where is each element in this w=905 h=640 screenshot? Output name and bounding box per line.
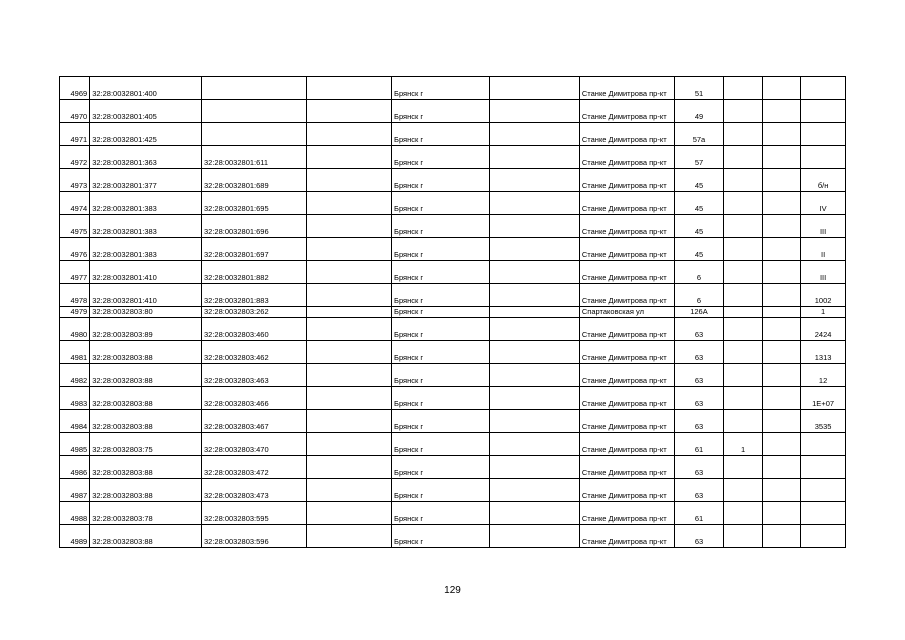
cell-street: Станке Димитрова пр-кт xyxy=(579,146,674,169)
cell-empty xyxy=(763,456,801,479)
cell-apartment xyxy=(801,525,846,548)
cell-house: 45 xyxy=(674,169,723,192)
table-body xyxy=(60,77,846,548)
cell-empty xyxy=(763,433,801,456)
cell-cadastral-number: 32:28:0032801:410 xyxy=(90,284,202,307)
table-row xyxy=(60,261,846,284)
cell-city: Брянск г xyxy=(392,307,490,318)
cell-empty xyxy=(307,479,392,502)
cell-row-number: 4974 xyxy=(60,192,90,215)
cell-street: Станке Димитрова пр-кт xyxy=(579,502,674,525)
cell-house: 45 xyxy=(674,238,723,261)
table-row xyxy=(60,410,846,433)
cell-cadastral-number-2: 32:28:0032803:473 xyxy=(201,479,306,502)
cell-city: Брянск г xyxy=(392,146,490,169)
cell-apartment xyxy=(801,456,846,479)
cell-house: 45 xyxy=(674,215,723,238)
cell-street: Станке Димитрова пр-кт xyxy=(579,456,674,479)
cell-building xyxy=(724,341,763,364)
cell-house: 57 xyxy=(674,146,723,169)
cell-cadastral-number-2: 32:28:0032803:463 xyxy=(201,364,306,387)
cell-building xyxy=(724,456,763,479)
cell-empty xyxy=(763,77,801,100)
cell-building xyxy=(724,169,763,192)
cell-empty xyxy=(490,192,579,215)
cell-empty xyxy=(763,364,801,387)
cell-apartment: 2424 xyxy=(801,318,846,341)
cell-empty xyxy=(763,215,801,238)
cell-apartment: 3535 xyxy=(801,410,846,433)
cell-empty xyxy=(490,77,579,100)
cell-row-number: 4973 xyxy=(60,169,90,192)
cell-empty xyxy=(307,100,392,123)
cell-cadastral-number-2: 32:28:0032801:697 xyxy=(201,238,306,261)
cell-cadastral-number-2 xyxy=(201,100,306,123)
cell-apartment xyxy=(801,502,846,525)
cell-empty xyxy=(490,341,579,364)
cell-street: Станке Димитрова пр-кт xyxy=(579,215,674,238)
cell-empty xyxy=(307,502,392,525)
cell-empty xyxy=(490,215,579,238)
cell-cadastral-number: 32:28:0032803:88 xyxy=(90,479,202,502)
cell-apartment: 1E+07 xyxy=(801,387,846,410)
cell-apartment: 1 xyxy=(801,307,846,318)
cell-empty xyxy=(763,123,801,146)
cell-city: Брянск г xyxy=(392,410,490,433)
cell-street: Станке Димитрова пр-кт xyxy=(579,433,674,456)
cell-street: Станке Димитрова пр-кт xyxy=(579,123,674,146)
cell-cadastral-number-2: 32:28:0032803:472 xyxy=(201,456,306,479)
cell-row-number: 4977 xyxy=(60,261,90,284)
cell-street: Станке Димитрова пр-кт xyxy=(579,318,674,341)
cell-empty xyxy=(763,238,801,261)
cell-city: Брянск г xyxy=(392,318,490,341)
cell-cadastral-number-2: 32:28:0032803:462 xyxy=(201,341,306,364)
cell-house: 63 xyxy=(674,387,723,410)
cell-house: 63 xyxy=(674,410,723,433)
cell-street: Спартаковская ул xyxy=(579,307,674,318)
cell-empty xyxy=(307,284,392,307)
cell-building xyxy=(724,318,763,341)
cell-cadastral-number: 32:28:0032801:383 xyxy=(90,192,202,215)
cell-street: Станке Димитрова пр-кт xyxy=(579,261,674,284)
cell-cadastral-number: 32:28:0032801:405 xyxy=(90,100,202,123)
cell-street: Станке Димитрова пр-кт xyxy=(579,169,674,192)
cell-house: 6 xyxy=(674,261,723,284)
table-row xyxy=(60,307,846,318)
cell-street: Станке Димитрова пр-кт xyxy=(579,100,674,123)
cell-empty xyxy=(307,169,392,192)
cell-cadastral-number-2 xyxy=(201,77,306,100)
table-row xyxy=(60,284,846,307)
table-row xyxy=(60,123,846,146)
cell-apartment xyxy=(801,479,846,502)
cell-cadastral-number-2 xyxy=(201,123,306,146)
cell-cadastral-number-2: 32:28:0032803:466 xyxy=(201,387,306,410)
cell-city: Брянск г xyxy=(392,238,490,261)
cell-house: 63 xyxy=(674,479,723,502)
cell-apartment: 12 xyxy=(801,364,846,387)
cell-building xyxy=(724,387,763,410)
cell-empty xyxy=(763,387,801,410)
cell-empty xyxy=(763,307,801,318)
cell-house: 6 xyxy=(674,284,723,307)
cell-empty xyxy=(307,307,392,318)
cell-house: 63 xyxy=(674,341,723,364)
cell-house: 51 xyxy=(674,77,723,100)
cell-cadastral-number-2: 32:28:0032801:882 xyxy=(201,261,306,284)
table-row xyxy=(60,169,846,192)
cell-cadastral-number: 32:28:0032803:88 xyxy=(90,525,202,548)
cell-building xyxy=(724,364,763,387)
cell-street: Станке Димитрова пр-кт xyxy=(579,284,674,307)
cell-city: Брянск г xyxy=(392,192,490,215)
cell-empty xyxy=(490,410,579,433)
cell-building xyxy=(724,525,763,548)
cell-cadastral-number: 32:28:0032801:383 xyxy=(90,238,202,261)
cell-cadastral-number-2: 32:28:0032803:596 xyxy=(201,525,306,548)
cell-street: Станке Димитрова пр-кт xyxy=(579,341,674,364)
cell-house: 63 xyxy=(674,456,723,479)
cell-empty xyxy=(307,215,392,238)
cell-house: 61 xyxy=(674,433,723,456)
cell-empty xyxy=(763,502,801,525)
cell-street: Станке Димитрова пр-кт xyxy=(579,410,674,433)
cell-apartment xyxy=(801,100,846,123)
cell-empty xyxy=(763,341,801,364)
cell-cadastral-number-2: 32:28:0032801:695 xyxy=(201,192,306,215)
cell-row-number: 4972 xyxy=(60,146,90,169)
cell-empty xyxy=(763,146,801,169)
cell-building xyxy=(724,77,763,100)
table-row xyxy=(60,238,846,261)
cell-empty xyxy=(307,456,392,479)
cell-apartment xyxy=(801,123,846,146)
cell-house: 45 xyxy=(674,192,723,215)
cell-row-number: 4976 xyxy=(60,238,90,261)
cell-cadastral-number-2: 32:28:0032803:470 xyxy=(201,433,306,456)
cell-empty xyxy=(763,261,801,284)
cell-cadastral-number-2: 32:28:0032803:467 xyxy=(201,410,306,433)
cell-cadastral-number: 32:28:0032803:80 xyxy=(90,307,202,318)
cell-house: 49 xyxy=(674,100,723,123)
cell-empty xyxy=(490,525,579,548)
cell-cadastral-number-2: 32:28:0032801:696 xyxy=(201,215,306,238)
cell-row-number: 4979 xyxy=(60,307,90,318)
table-row xyxy=(60,387,846,410)
cell-building xyxy=(724,215,763,238)
cell-city: Брянск г xyxy=(392,387,490,410)
cell-empty xyxy=(490,123,579,146)
table-row xyxy=(60,364,846,387)
cell-empty xyxy=(307,525,392,548)
cell-house: 61 xyxy=(674,502,723,525)
cell-cadastral-number-2: 32:28:0032801:611 xyxy=(201,146,306,169)
cell-empty xyxy=(490,100,579,123)
cell-apartment: III xyxy=(801,215,846,238)
cell-cadastral-number: 32:28:0032801:425 xyxy=(90,123,202,146)
table-row xyxy=(60,433,846,456)
cell-cadastral-number: 32:28:0032803:88 xyxy=(90,387,202,410)
cell-row-number: 4986 xyxy=(60,456,90,479)
cell-empty xyxy=(490,479,579,502)
cell-cadastral-number-2: 32:28:0032803:595 xyxy=(201,502,306,525)
cell-street: Станке Димитрова пр-кт xyxy=(579,192,674,215)
cell-empty xyxy=(763,100,801,123)
table-row xyxy=(60,100,846,123)
cell-house: 63 xyxy=(674,318,723,341)
cell-cadastral-number-2: 32:28:0032801:883 xyxy=(201,284,306,307)
cell-cadastral-number-2: 32:28:0032803:460 xyxy=(201,318,306,341)
cell-street: Станке Димитрова пр-кт xyxy=(579,525,674,548)
cell-empty xyxy=(490,456,579,479)
cell-empty xyxy=(490,364,579,387)
cadastral-table xyxy=(59,76,846,548)
cell-street: Станке Димитрова пр-кт xyxy=(579,479,674,502)
cell-building xyxy=(724,192,763,215)
cell-city: Брянск г xyxy=(392,261,490,284)
cell-building xyxy=(724,146,763,169)
cell-row-number: 4987 xyxy=(60,479,90,502)
table-row xyxy=(60,502,846,525)
cell-building: 1 xyxy=(724,433,763,456)
cell-empty xyxy=(763,318,801,341)
cell-empty xyxy=(307,238,392,261)
cell-apartment: II xyxy=(801,238,846,261)
cell-empty xyxy=(763,284,801,307)
cell-empty xyxy=(763,410,801,433)
cell-apartment xyxy=(801,77,846,100)
cell-street: Станке Димитрова пр-кт xyxy=(579,387,674,410)
cell-row-number: 4982 xyxy=(60,364,90,387)
cell-empty xyxy=(490,502,579,525)
cell-row-number: 4969 xyxy=(60,77,90,100)
cell-empty xyxy=(307,77,392,100)
cell-cadastral-number: 32:28:0032801:377 xyxy=(90,169,202,192)
cell-empty xyxy=(490,146,579,169)
cell-building xyxy=(724,261,763,284)
page-number: 129 xyxy=(444,585,461,596)
cell-row-number: 4989 xyxy=(60,525,90,548)
cell-empty xyxy=(307,192,392,215)
cell-empty xyxy=(307,410,392,433)
cell-empty xyxy=(307,261,392,284)
cell-cadastral-number: 32:28:0032803:88 xyxy=(90,341,202,364)
cell-empty xyxy=(490,307,579,318)
cell-empty xyxy=(763,479,801,502)
cell-cadastral-number: 32:28:0032801:410 xyxy=(90,261,202,284)
cell-city: Брянск г xyxy=(392,169,490,192)
cell-apartment: III xyxy=(801,261,846,284)
table-row xyxy=(60,479,846,502)
cell-house: 63 xyxy=(674,364,723,387)
cell-street: Станке Димитрова пр-кт xyxy=(579,238,674,261)
cell-house: 63 xyxy=(674,525,723,548)
cell-row-number: 4981 xyxy=(60,341,90,364)
cell-apartment: IV xyxy=(801,192,846,215)
cell-building xyxy=(724,123,763,146)
cell-empty xyxy=(307,318,392,341)
cell-building xyxy=(724,410,763,433)
cell-empty xyxy=(307,341,392,364)
cell-house: 126А xyxy=(674,307,723,318)
table-row xyxy=(60,456,846,479)
cell-row-number: 4985 xyxy=(60,433,90,456)
cell-cadastral-number: 32:28:0032803:88 xyxy=(90,456,202,479)
cell-cadastral-number: 32:28:0032801:383 xyxy=(90,215,202,238)
cell-street: Станке Димитрова пр-кт xyxy=(579,364,674,387)
cell-empty xyxy=(307,364,392,387)
cell-city: Брянск г xyxy=(392,341,490,364)
cell-apartment: б/н xyxy=(801,169,846,192)
cell-city: Брянск г xyxy=(392,215,490,238)
table-row xyxy=(60,192,846,215)
cell-cadastral-number: 32:28:0032801:400 xyxy=(90,77,202,100)
cell-building xyxy=(724,479,763,502)
cell-cadastral-number: 32:28:0032803:89 xyxy=(90,318,202,341)
cell-cadastral-number: 32:28:0032803:88 xyxy=(90,410,202,433)
cell-building xyxy=(724,307,763,318)
cell-empty xyxy=(490,318,579,341)
cell-building xyxy=(724,100,763,123)
cell-apartment: 1313 xyxy=(801,341,846,364)
cell-empty xyxy=(307,123,392,146)
cell-cadastral-number: 32:28:0032803:88 xyxy=(90,364,202,387)
cell-row-number: 4984 xyxy=(60,410,90,433)
cell-city: Брянск г xyxy=(392,100,490,123)
cell-cadastral-number: 32:28:0032801:363 xyxy=(90,146,202,169)
cell-empty xyxy=(490,284,579,307)
cell-street: Станке Димитрова пр-кт xyxy=(579,77,674,100)
cell-city: Брянск г xyxy=(392,364,490,387)
document-table-container xyxy=(59,76,846,548)
cell-empty xyxy=(307,146,392,169)
cell-row-number: 4971 xyxy=(60,123,90,146)
cell-apartment xyxy=(801,433,846,456)
cell-city: Брянск г xyxy=(392,284,490,307)
cell-house: 57а xyxy=(674,123,723,146)
cell-empty xyxy=(490,387,579,410)
cell-empty xyxy=(763,192,801,215)
cell-apartment xyxy=(801,146,846,169)
table-row xyxy=(60,525,846,548)
cell-city: Брянск г xyxy=(392,433,490,456)
cell-building xyxy=(724,284,763,307)
cell-empty xyxy=(763,169,801,192)
cell-empty xyxy=(307,433,392,456)
table-row xyxy=(60,341,846,364)
table-row xyxy=(60,146,846,169)
cell-cadastral-number-2: 32:28:0032801:689 xyxy=(201,169,306,192)
table-row xyxy=(60,318,846,341)
cell-city: Брянск г xyxy=(392,479,490,502)
table-row xyxy=(60,77,846,100)
cell-city: Брянск г xyxy=(392,123,490,146)
cell-apartment: 1002 xyxy=(801,284,846,307)
cell-city: Брянск г xyxy=(392,502,490,525)
cell-empty xyxy=(490,169,579,192)
cell-empty xyxy=(763,525,801,548)
cell-empty xyxy=(307,387,392,410)
cell-row-number: 4980 xyxy=(60,318,90,341)
cell-cadastral-number: 32:28:0032803:78 xyxy=(90,502,202,525)
cell-empty xyxy=(490,238,579,261)
cell-city: Брянск г xyxy=(392,525,490,548)
cell-row-number: 4975 xyxy=(60,215,90,238)
cell-row-number: 4978 xyxy=(60,284,90,307)
cell-empty xyxy=(490,261,579,284)
table-row xyxy=(60,215,846,238)
cell-empty xyxy=(490,433,579,456)
cell-row-number: 4983 xyxy=(60,387,90,410)
cell-city: Брянск г xyxy=(392,456,490,479)
cell-building xyxy=(724,502,763,525)
cell-building xyxy=(724,238,763,261)
cell-cadastral-number-2: 32:28:0032803:262 xyxy=(201,307,306,318)
cell-row-number: 4988 xyxy=(60,502,90,525)
cell-city: Брянск г xyxy=(392,77,490,100)
cell-cadastral-number: 32:28:0032803:75 xyxy=(90,433,202,456)
cell-row-number: 4970 xyxy=(60,100,90,123)
